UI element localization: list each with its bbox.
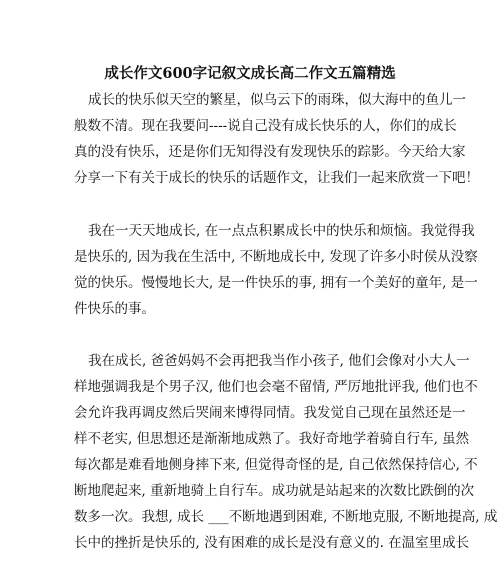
text-line: 分享一下有关于成长的快乐的话题作文，让我们一起来欣赏一下吧！ <box>74 170 479 186</box>
text-line: 件快乐的事。 <box>74 301 155 317</box>
text-line: 我在成长, 爸爸妈妈不会再把我当作小孩子, 他们会像对小大人一 <box>88 353 470 369</box>
text-line: 样地强调我是个男子汉, 他们也会毫不留情, 严厉地批评我, 他们也不 <box>74 379 478 395</box>
text-line: 每次都是难看地侧身摔下来, 但觉得奇怪的是, 自己依然保持信心, 不 <box>74 457 478 473</box>
text-line: 数多一次。我想, 成长 ___不断地遇到困难, 不断地克服, 不断地提高, 成 <box>74 509 498 525</box>
text-line: 般数不清。现在我要问----说自己没有成长快乐的人，你们的成长 <box>74 118 457 134</box>
document-title: 成长作文600字记叙文成长高二作文五篇精选 <box>104 65 396 82</box>
text-line: 觉的快乐。慢慢地长大, 是一件快乐的事, 拥有一个美好的童年, 是一 <box>74 275 478 291</box>
paragraph-growing-up <box>74 348 498 556</box>
text-line: 断地爬起来, 重新地骑上自行车。成功就是站起来的次数比跌倒的次 <box>74 483 475 499</box>
text-line: 成长的快乐似天空的繁星，似乌云下的雨珠，似大海中的鱼儿一 <box>88 92 466 108</box>
text-line: 真的没有快乐，还是你们无知得没有发现快乐的踪影。今天给大家 <box>74 144 466 160</box>
text-line: 长中的挫折是快乐的, 没有困难的成长是没有意义的. 在温室里成长 <box>74 535 470 551</box>
paragraph-growing-happiness <box>74 218 478 322</box>
text-line: 是快乐的, 因为我在生活中, 不断地成长中, 发现了许多小时侯从没察 <box>74 249 478 265</box>
text-line: 我在一天天地成长, 在一点点积累成长中的快乐和烦恼。我觉得我 <box>88 223 475 239</box>
paragraph-intro <box>74 87 479 191</box>
text-line: 会允许我再调皮然后哭闹来博得同情。我发觉自己现在虽然还是一 <box>74 405 466 421</box>
text-line: 样不老实, 但思想还是渐渐地成熟了。我好奇地学着骑自行车, 虽然 <box>74 431 470 447</box>
